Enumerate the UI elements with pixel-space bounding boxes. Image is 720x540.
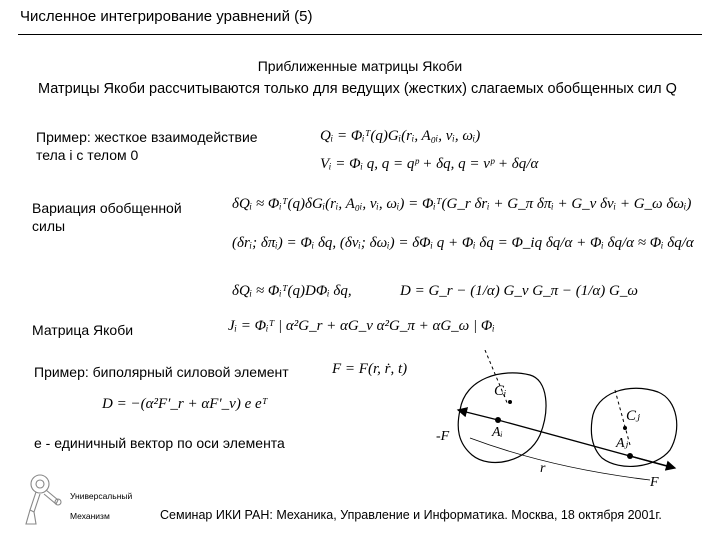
- page-title: Численное интегрирование уравнений (5): [20, 8, 313, 25]
- label-minus-f: -F: [436, 429, 450, 444]
- label-c-j: Cⱼ: [626, 408, 640, 424]
- bipolar-element-diagram: [430, 350, 690, 495]
- point-a-i: [495, 417, 501, 423]
- variation-label-line2: силы: [32, 218, 66, 234]
- example1-formula-force: Qᵢ = Φᵢᵀ(q)Gᵢ(rᵢ, A₀ᵢ, vᵢ, ωᵢ): [320, 128, 481, 144]
- jacobi-label: Матрица Якоби: [32, 322, 134, 338]
- example1-label-line1: Пример: жесткое взаимодействие: [36, 129, 258, 145]
- body-j-outline: [591, 388, 676, 466]
- slide-subtitle: [0, 58, 720, 74]
- variation-formula-dq: δQᵢ ≈ Φᵢᵀ(q)δGᵢ(rᵢ, A₀ᵢ, vᵢ, ωᵢ) = Φᵢᵀ(G_r δrᵢ + G_π δπᵢ + G_v δvᵢ + G_ω δωᵢ): [232, 196, 692, 212]
- unit-vector-note: e - единичный вектор по оси элемента: [34, 435, 285, 451]
- force-minus-f-arrow: [458, 410, 498, 420]
- bipolar-formula-d: D = −(α²F′_r + αF′_v) e eᵀ: [102, 396, 268, 412]
- variation-formula-d: D = G_r − (1/α) G_v G_π − (1/α) G_ω: [400, 283, 638, 299]
- point-c-j: [623, 426, 627, 430]
- variation-formula-kinematics: (δrᵢ; δπᵢ) = Φᵢ δq, (δvᵢ; δωᵢ) = δΦᵢ q + Φᵢ δq = Φ_iq δq/α + Φᵢ δq/α ≈ Φᵢ δq/α: [232, 235, 694, 251]
- bipolar-label: Пример: биполярный силовой элемент: [34, 364, 289, 380]
- label-r: r: [540, 461, 546, 476]
- logo-text-line2: Механизм: [70, 511, 110, 521]
- variation-formula-dq-approx: δQᵢ ≈ Φᵢᵀ(q)DΦᵢ δq,: [232, 283, 352, 299]
- universal-mechanism-logo: [18, 470, 68, 530]
- label-c-i: Cᵢ: [494, 383, 507, 399]
- bipolar-formula-f: F = F(r, ṙ, t): [332, 361, 408, 377]
- label-f: F: [650, 475, 659, 490]
- logo-text-line1: Универсальный: [70, 491, 133, 501]
- point-c-i: [508, 400, 512, 404]
- footer-citation: Семинар ИКИ РАН: Механика, Управление и Информатика. Москва, 18 октября 2001г.: [160, 508, 662, 522]
- intro-paragraph: Матрицы Якоби рассчитываются только для ведущих (жестких) слагаемых обобщенных сил Q: [38, 81, 677, 97]
- example1-formula-velocity: Vᵢ = Φᵢ q, q = qᵖ + δq, q = vᵖ + δq/α: [320, 156, 539, 172]
- point-a-j: [627, 453, 633, 459]
- label-a-i: Aᵢ: [492, 425, 503, 440]
- header-divider: [18, 34, 702, 35]
- variation-label-line1: Вариация обобщенной: [32, 200, 182, 216]
- jacobi-formula: Jᵢ = Φᵢᵀ | α²G_r + αG_v α²G_π + αG_ω | Φᵢ: [228, 318, 495, 334]
- subtitle-text: Приближенные матрицы Якоби: [257, 58, 463, 74]
- example1-label-line2: тела i с телом 0: [36, 147, 139, 163]
- label-a-j: Aⱼ: [616, 436, 629, 451]
